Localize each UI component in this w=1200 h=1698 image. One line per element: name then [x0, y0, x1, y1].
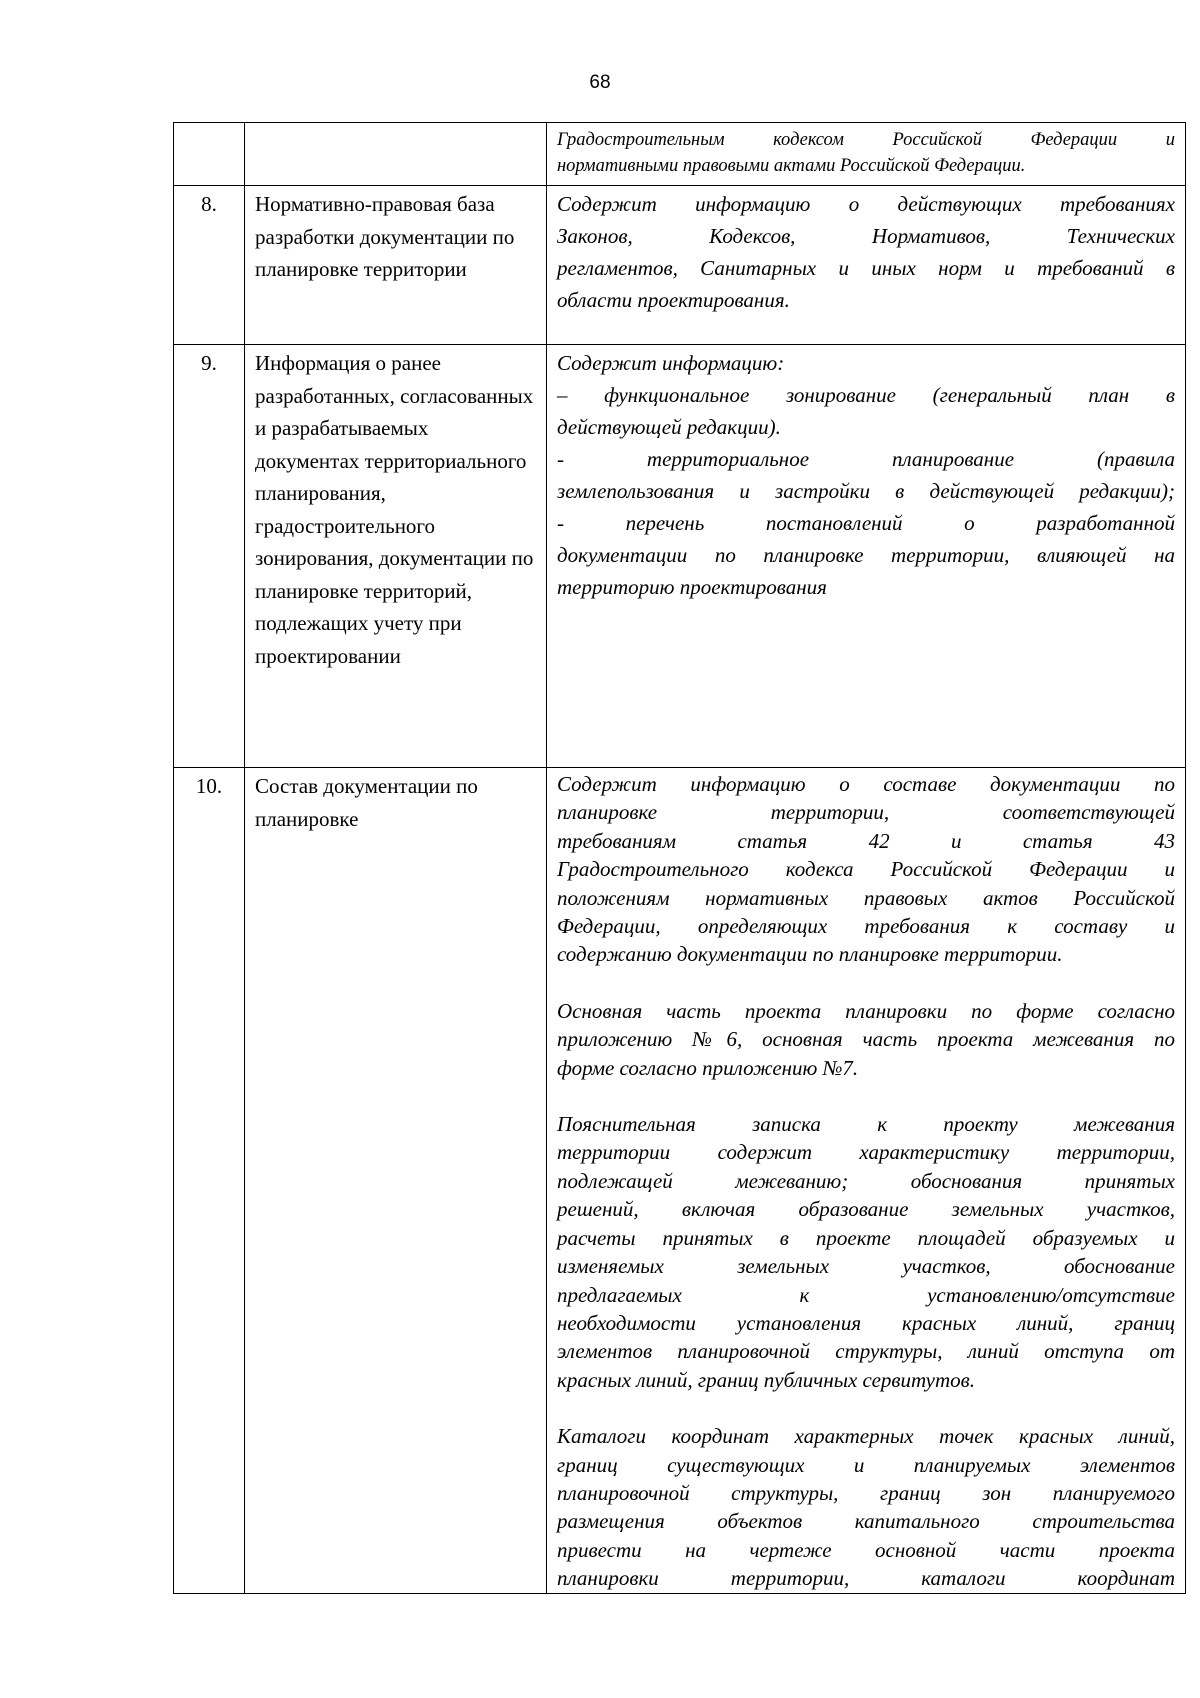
description-line: - перечень постановлений о разработанной [557, 511, 1175, 535]
description-line: границ существующих и планируемых элементов [557, 1452, 1175, 1477]
description-line: необходимости установления красных линий, границ [557, 1310, 1175, 1335]
description-line: форме согласно приложению №7. [557, 1055, 859, 1080]
description-line: территории содержит характеристику территории, [557, 1140, 1175, 1165]
description-line: планировке территории, соответствующей [557, 800, 1175, 825]
paragraph-gap [557, 969, 1175, 997]
description-line: решений, включая образование земельных участков, [557, 1197, 1175, 1222]
description-line: - территориальное планирование (правила [557, 447, 1175, 471]
description-line: планировочной структуры, границ зон планируемого [557, 1480, 1175, 1505]
row-number [174, 123, 245, 186]
description-line: землепользования и застройки в действующей редакции); [557, 479, 1175, 503]
description-line: Содержит информацию о действующих требованиях [557, 192, 1175, 216]
row-description [547, 186, 1186, 345]
description-line: предлагаемых к установлению/отсутствие [557, 1282, 1175, 1307]
row-title: Информация о ранее разработанных, согласованных и разрабатываемых документах территориального планирования, градостроительного зонирования, документации по планировке территорий, подлежащих учету при проектировании [245, 345, 547, 768]
description-paragraph [557, 1110, 1175, 1394]
table-row [174, 345, 1186, 768]
row-title: Нормативно-правовая база разработки документации по планировке территории [245, 186, 547, 345]
row-description [547, 768, 1186, 1594]
description-line: привести на чертеже основной части проекта [557, 1537, 1175, 1562]
description-line: изменяемых земельных участков, обоснование [557, 1254, 1175, 1279]
description-paragraph [557, 770, 1175, 969]
table-row [174, 186, 1186, 345]
description-line: Законов, Кодексов, Нормативов, Технических [557, 224, 1175, 248]
description-line: красных линий, границ публичных сервитутов. [557, 1367, 976, 1392]
description-line: приложению №6, основная часть проекта межевания по [557, 1027, 1175, 1052]
table-row [174, 123, 1186, 186]
row-description [547, 123, 1186, 186]
row-title [245, 123, 547, 186]
description-line: Каталоги координат характерных точек красных линий, [557, 1424, 1175, 1449]
description-line: Федерации, определяющих требования к составу и [557, 914, 1175, 939]
paragraph-gap [557, 1394, 1175, 1422]
description-line: подлежащей межеванию; обоснования принятых [557, 1168, 1175, 1193]
description-paragraph [557, 1422, 1175, 1592]
description-line: положениям нормативных правовых актов Российской [557, 885, 1175, 910]
row-title: Состав документации по планировке [245, 768, 547, 1594]
description-line: Содержит информацию о составе документации по [557, 772, 1175, 796]
description-line: планировки территории, каталоги координат [557, 1566, 1175, 1591]
requirements-table [173, 122, 1186, 1594]
row-number: 8. [174, 186, 245, 345]
description-line: Содержит информацию: [557, 351, 785, 375]
paragraph-gap [557, 1082, 1175, 1110]
description-line: документации по планировке территории, влияющей на [557, 543, 1175, 567]
description-paragraph [557, 997, 1175, 1082]
row-description [547, 345, 1186, 768]
table-row [174, 768, 1186, 1594]
description-line: Пояснительная записка к проекту межевания [557, 1112, 1175, 1137]
description-line: расчеты принятых в проекте площадей образуемых и [557, 1225, 1175, 1250]
description-line: действующей редакции). [557, 415, 781, 439]
description-line: Градостроительного кодекса Российской Федерации и [557, 857, 1175, 882]
description-line: нормативными правовыми актами Российской Федерации. [557, 156, 1026, 176]
description-line: размещения объектов капитального строительства [557, 1509, 1175, 1534]
description-line: элементов планировочной структуры, линий отступа от [557, 1339, 1175, 1364]
row-number: 10. [174, 768, 245, 1594]
description-line: области проектирования. [557, 288, 790, 312]
description-line: – функциональное зонирование (генеральный план в [557, 383, 1175, 407]
description-line: требованиям статья 42 и статья 43 [557, 828, 1175, 853]
description-line: содержанию документации по планировке территории. [557, 942, 1063, 967]
description-line: Градостроительным кодексом Российской Федерации и [557, 130, 1175, 150]
description-line: Основная часть проекта планировки по форме согласно [557, 998, 1175, 1023]
page-number: 68 [589, 72, 611, 93]
row-number: 9. [174, 345, 245, 768]
description-line: территорию проектирования [557, 575, 827, 599]
description-line: регламентов, Санитарных и иных норм и требований в [557, 256, 1175, 280]
